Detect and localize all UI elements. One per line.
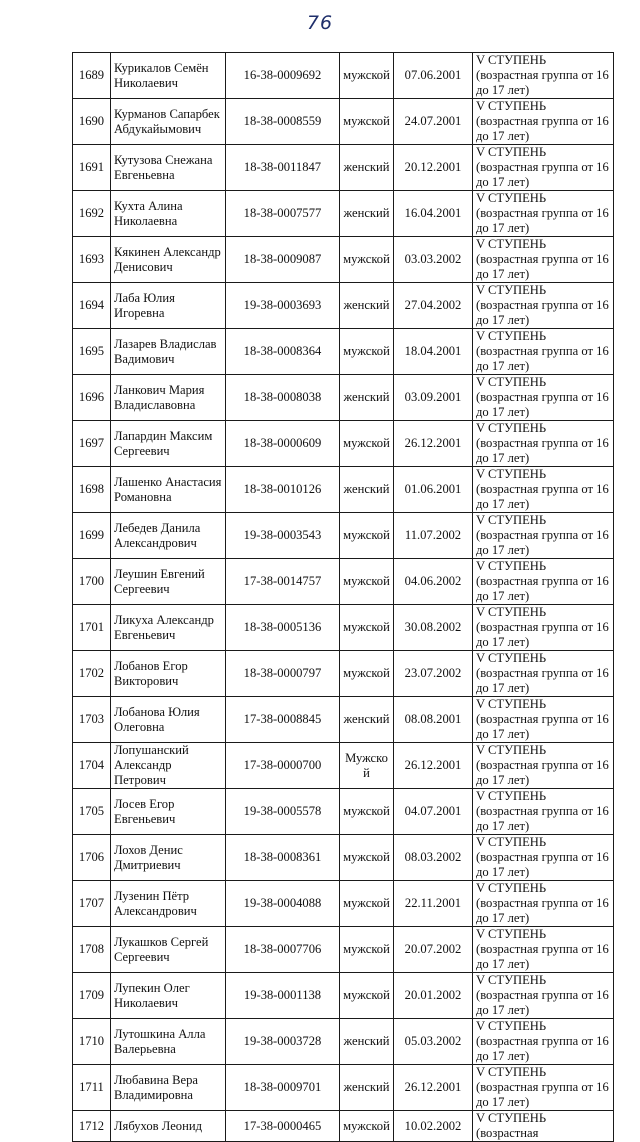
row-number-cell: 1698 [73,467,111,513]
stage-cell: V СТУПЕНЬ (возрастная группа от 16 до 17 лет) [473,743,614,789]
full-name-cell: Кутузова Снежана Евгеньевна [111,145,226,191]
row-number-cell: 1704 [73,743,111,789]
record-id-cell: 17-38-0000700 [226,743,340,789]
record-id-cell: 18-38-0007577 [226,191,340,237]
table-row [73,1065,614,1111]
gender-cell: мужской [340,329,394,375]
full-name-cell: Лебедев Данила Александрович [111,513,226,559]
full-name-cell: Ликуха Александр Евгеньевич [111,605,226,651]
row-number-cell: 1702 [73,651,111,697]
full-name-cell: Леушин Евгений Сергеевич [111,559,226,605]
record-id-cell: 16-38-0009692 [226,53,340,99]
birth-date-cell: 18.04.2001 [394,329,473,375]
gender-cell: мужской [340,53,394,99]
row-number-cell: 1710 [73,1019,111,1065]
record-id-cell: 18-38-0007706 [226,927,340,973]
full-name-cell: Лопушанский Александр Петрович [111,743,226,789]
birth-date-cell: 01.06.2001 [394,467,473,513]
row-number-cell: 1707 [73,881,111,927]
row-number-cell: 1695 [73,329,111,375]
birth-date-cell: 24.07.2001 [394,99,473,145]
gender-cell: мужской [340,559,394,605]
stage-cell: V СТУПЕНЬ (возрастная группа от 16 до 17 лет) [473,99,614,145]
row-number-cell: 1711 [73,1065,111,1111]
table-row [73,697,614,743]
row-number-cell: 1690 [73,99,111,145]
stage-cell: V СТУПЕНЬ (возрастная группа от 16 до 17 лет) [473,835,614,881]
stage-cell: V СТУПЕНЬ (возрастная группа от 16 до 17 лет) [473,605,614,651]
gender-cell: мужской [340,513,394,559]
full-name-cell: Кякинен Александр Денисович [111,237,226,283]
full-name-cell: Лукашков Сергей Сергеевич [111,927,226,973]
stage-cell: V СТУПЕНЬ (возрастная группа от 16 до 17 лет) [473,191,614,237]
birth-date-cell: 20.01.2002 [394,973,473,1019]
gender-cell: мужской [340,789,394,835]
stage-cell: V СТУПЕНЬ (возрастная группа от 16 до 17 лет) [473,421,614,467]
full-name-cell: Лузенин Пётр Александрович [111,881,226,927]
gender-cell: мужской [340,927,394,973]
stage-cell: V СТУПЕНЬ (возрастная группа от 16 до 17 лет) [473,237,614,283]
table-row [73,743,614,789]
record-id-cell: 18-38-0008559 [226,99,340,145]
record-id-cell: 19-38-0001138 [226,973,340,1019]
gender-cell: женский [340,1065,394,1111]
birth-date-cell: 23.07.2002 [394,651,473,697]
row-number-cell: 1693 [73,237,111,283]
gender-cell: женский [340,467,394,513]
record-id-cell: 19-38-0005578 [226,789,340,835]
stage-cell: V СТУПЕНЬ (возрастная группа от 16 до 17 лет) [473,789,614,835]
table-row [73,145,614,191]
birth-date-cell: 07.06.2001 [394,53,473,99]
table-row [73,467,614,513]
row-number-cell: 1696 [73,375,111,421]
row-number-cell: 1694 [73,283,111,329]
full-name-cell: Лябухов Леонид [111,1111,226,1142]
record-id-cell: 17-38-0008845 [226,697,340,743]
row-number-cell: 1692 [73,191,111,237]
table-row [73,329,614,375]
stage-cell: V СТУПЕНЬ (возрастная группа от 16 до 17 лет) [473,1019,614,1065]
table-row [73,237,614,283]
record-id-cell: 19-38-0003543 [226,513,340,559]
table-row [73,1111,614,1142]
table-row [73,835,614,881]
gender-cell: женский [340,145,394,191]
table-row [73,421,614,467]
full-name-cell: Лазарев Владислав Вадимович [111,329,226,375]
row-number-cell: 1691 [73,145,111,191]
birth-date-cell: 08.08.2001 [394,697,473,743]
stage-cell: V СТУПЕНЬ (возрастная группа от 16 до 17 лет) [473,881,614,927]
full-name-cell: Ланкович Мария Владиславовна [111,375,226,421]
stage-cell: V СТУПЕНЬ (возрастная группа от 16 до 17 лет) [473,559,614,605]
gender-cell: мужской [340,835,394,881]
full-name-cell: Лупекин Олег Николаевич [111,973,226,1019]
full-name-cell: Курманов Сапарбек Абдукайымович [111,99,226,145]
gender-cell: мужской [340,237,394,283]
table-row [73,1019,614,1065]
page-number: 76 [306,12,334,34]
birth-date-cell: 30.08.2002 [394,605,473,651]
record-id-cell: 18-38-0010126 [226,467,340,513]
registry-table-body [73,53,614,1142]
stage-cell: V СТУПЕНЬ (возрастная группа от 16 до 17 лет) [473,513,614,559]
birth-date-cell: 11.07.2002 [394,513,473,559]
full-name-cell: Лаба Юлия Игоревна [111,283,226,329]
row-number-cell: 1712 [73,1111,111,1142]
gender-cell: женский [340,1019,394,1065]
gender-cell: мужской [340,1111,394,1142]
birth-date-cell: 03.03.2002 [394,237,473,283]
record-id-cell: 19-38-0004088 [226,881,340,927]
record-id-cell: 18-38-0008361 [226,835,340,881]
birth-date-cell: 26.12.2001 [394,421,473,467]
record-id-cell: 17-38-0014757 [226,559,340,605]
gender-cell: мужской [340,99,394,145]
stage-cell: V СТУПЕНЬ (возрастная группа от 16 до 17 лет) [473,53,614,99]
row-number-cell: 1709 [73,973,111,1019]
full-name-cell: Любавина Вера Владимировна [111,1065,226,1111]
gender-cell: мужской [340,973,394,1019]
birth-date-cell: 03.09.2001 [394,375,473,421]
row-number-cell: 1705 [73,789,111,835]
table-row [73,559,614,605]
full-name-cell: Лутошкина Алла Валерьевна [111,1019,226,1065]
gender-cell: женский [340,697,394,743]
full-name-cell: Кухта Алина Николаевна [111,191,226,237]
table-row [73,375,614,421]
row-number-cell: 1697 [73,421,111,467]
table-row [73,191,614,237]
record-id-cell: 18-38-0009701 [226,1065,340,1111]
gender-cell: женский [340,375,394,421]
gender-cell: мужской [340,605,394,651]
full-name-cell: Лашенко Анастасия Романовна [111,467,226,513]
gender-cell: мужской [340,881,394,927]
stage-cell: V СТУПЕНЬ (возрастная группа от 16 до 17 лет) [473,467,614,513]
stage-cell: V СТУПЕНЬ (возрастная группа от 16 до 17 лет) [473,1065,614,1111]
row-number-cell: 1708 [73,927,111,973]
birth-date-cell: 20.12.2001 [394,145,473,191]
row-number-cell: 1689 [73,53,111,99]
record-id-cell: 19-38-0003728 [226,1019,340,1065]
birth-date-cell: 22.11.2001 [394,881,473,927]
stage-cell: V СТУПЕНЬ (возрастная группа от 16 до 17 лет) [473,329,614,375]
stage-cell: V СТУПЕНЬ (возрастная группа от 16 до 17 лет) [473,145,614,191]
record-id-cell: 18-38-0008364 [226,329,340,375]
record-id-cell: 18-38-0009087 [226,237,340,283]
full-name-cell: Лапардин Максим Сергеевич [111,421,226,467]
table-row [73,513,614,559]
row-number-cell: 1699 [73,513,111,559]
full-name-cell: Лобанова Юлия Олеговна [111,697,226,743]
birth-date-cell: 26.12.2001 [394,743,473,789]
table-row [73,881,614,927]
stage-cell: V СТУПЕНЬ (возрастная группа от 16 до 17 лет) [473,927,614,973]
record-id-cell: 18-38-0000797 [226,651,340,697]
birth-date-cell: 04.07.2001 [394,789,473,835]
gender-cell: женский [340,283,394,329]
stage-cell: V СТУПЕНЬ (возрастная группа от 16 до 17 лет) [473,375,614,421]
record-id-cell: 18-38-0008038 [226,375,340,421]
row-number-cell: 1700 [73,559,111,605]
table-row [73,53,614,99]
table-row [73,973,614,1019]
full-name-cell: Лосев Егор Евгеньевич [111,789,226,835]
row-number-cell: 1706 [73,835,111,881]
table-row [73,605,614,651]
birth-date-cell: 10.02.2002 [394,1111,473,1142]
row-number-cell: 1703 [73,697,111,743]
stage-cell: V СТУПЕНЬ (возрастная [473,1111,614,1142]
gender-cell: мужской [340,421,394,467]
gender-cell: женский [340,191,394,237]
table-row [73,283,614,329]
gender-cell: Мужско й [340,743,394,789]
birth-date-cell: 16.04.2001 [394,191,473,237]
record-id-cell: 18-38-0000609 [226,421,340,467]
table-row [73,789,614,835]
record-id-cell: 17-38-0000465 [226,1111,340,1142]
birth-date-cell: 27.04.2002 [394,283,473,329]
birth-date-cell: 04.06.2002 [394,559,473,605]
gender-cell: мужской [340,651,394,697]
registry-table [72,52,614,1142]
birth-date-cell: 08.03.2002 [394,835,473,881]
stage-cell: V СТУПЕНЬ (возрастная группа от 16 до 17 лет) [473,697,614,743]
full-name-cell: Лохов Денис Дмитриевич [111,835,226,881]
full-name-cell: Курикалов Семён Николаевич [111,53,226,99]
table-row [73,927,614,973]
birth-date-cell: 20.07.2002 [394,927,473,973]
stage-cell: V СТУПЕНЬ (возрастная группа от 16 до 17 лет) [473,651,614,697]
record-id-cell: 19-38-0003693 [226,283,340,329]
record-id-cell: 18-38-0005136 [226,605,340,651]
stage-cell: V СТУПЕНЬ (возрастная группа от 16 до 17 лет) [473,973,614,1019]
stage-cell: V СТУПЕНЬ (возрастная группа от 16 до 17 лет) [473,283,614,329]
table-row [73,99,614,145]
birth-date-cell: 05.03.2002 [394,1019,473,1065]
record-id-cell: 18-38-0011847 [226,145,340,191]
full-name-cell: Лобанов Егор Викторович [111,651,226,697]
table-row [73,651,614,697]
row-number-cell: 1701 [73,605,111,651]
birth-date-cell: 26.12.2001 [394,1065,473,1111]
